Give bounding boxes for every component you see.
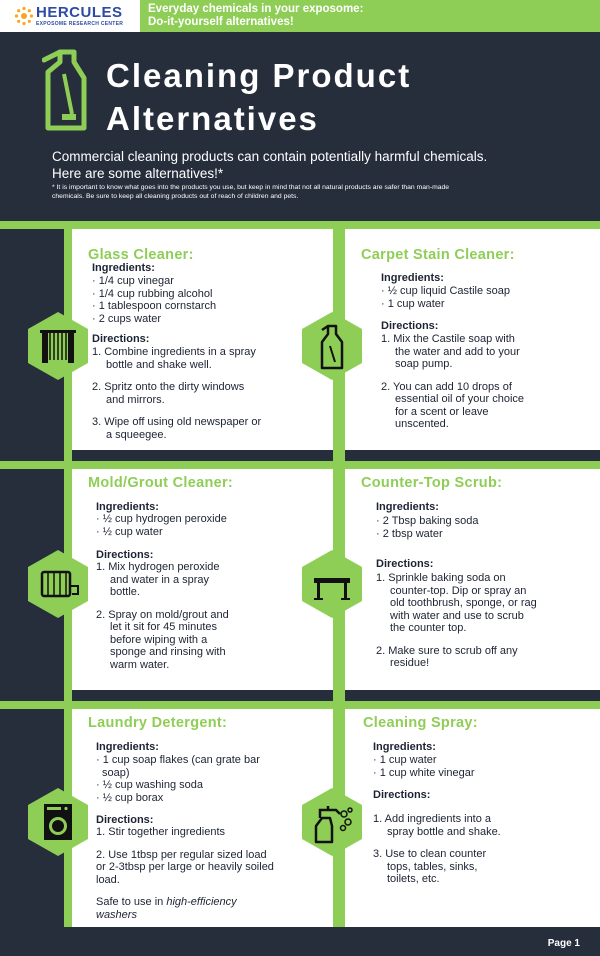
direction-step: soap pump. [395,358,453,370]
spray-bottle-icon [300,786,364,858]
tagline-box [140,0,600,32]
direction-step: unscented. [395,418,449,430]
direction-step: or 2-3tbsp per large or heavily soiled [96,861,274,873]
direction-step: counter-top. Dip or spray an [390,584,527,597]
ingredient: soap) [102,766,130,779]
direction-step: spray bottle and shake. [387,825,501,838]
intro-text [52,148,582,182]
ingredient: · ½ cup hydrogen peroxide [96,513,227,525]
direction-step: load. [96,873,120,886]
direction-step: 1. Mix hydrogen peroxide [96,561,220,573]
green-band-row-1 [0,221,600,229]
direction-step: 1. Add ingredients into a [373,813,492,825]
direction-step: a squeegee. [106,428,167,441]
direction-step: for a scent or leave [395,405,489,418]
ingredients-label: Ingredients: [96,741,159,753]
direction-step: and water in a spray [110,573,210,586]
ingredients-label: Ingredients: [373,741,436,753]
ingredient: · 1 cup water [373,754,437,766]
glass-cleaner-card [72,229,333,450]
ingredient: · ½ cup washing soda [96,779,204,791]
bathtub-icon [26,548,90,620]
direction-step: toilets, etc. [387,873,440,885]
directions-list [376,572,537,670]
ingredient: · 2 Tbsp baking soda [376,515,479,527]
logo-text: HERCULES [36,4,123,21]
direction-step: 3. Wipe off using old newspaper or [92,416,262,428]
hercules-logo [14,4,138,30]
green-band-row-2 [0,461,600,469]
card-title: Counter-Top Scrub: [361,475,503,491]
direction-step: residue! [390,657,430,669]
direction-step: 1. Mix the Castile soap with [381,333,515,345]
ingredient: · 1 tablespoon cornstarch [92,300,217,312]
tagline-line-1: Everyday chemicals in your exposome: [148,3,364,15]
title-line-1: Cleaning Product [106,57,412,94]
ingredients-label: Ingredients: [92,262,155,274]
card-title: Laundry Detergent: [88,715,228,731]
window-curtains-icon [26,310,90,382]
intro-line-1: Commercial cleaning products can contain potentially harmful chemicals. [52,149,488,164]
ingredient: · ½ cup borax [96,791,164,804]
directions-label: Directions: [381,320,439,332]
direction-step: essential oil of your choice [395,393,525,405]
ingredient: · 1 cup white vinegar [373,766,475,779]
green-band-row-3 [0,701,600,709]
direction-step: bottle. [110,586,140,598]
tagline-line-2: Do-it-yourself alternatives! [148,16,294,28]
logo-sunburst-icon [14,6,34,26]
directions-list [373,813,501,886]
directions-list [92,346,261,441]
directions-label: Directions: [96,549,154,561]
cleaner-bottle-icon [42,48,90,132]
ingredient: · 1 cup soap flakes (can grate bar [96,754,260,766]
ingredient-list [373,754,475,779]
washing-machine-icon [26,786,90,858]
directions-list [96,826,274,921]
card-title: Cleaning Spray: [363,715,478,731]
direction-step: washers [96,908,137,921]
page-number: Page 1 [547,938,580,949]
direction-step: 2. Make sure to scrub off any [376,644,518,657]
logo-subtext: EXPOSOME RESEARCH CENTER [36,21,124,27]
direction-step: 2. Spritz onto the dirty windows [92,381,245,393]
directions-list [96,561,229,671]
mold-grout-cleaner-card [72,469,333,690]
soap-pump-bottle-icon [300,310,364,382]
laundry-detergent-card [72,709,333,927]
direction-step: 2. Spray on mold/grout and [96,608,229,621]
ingredient: · 1/4 cup vinegar [92,275,174,287]
direction-step: 1. Combine ingredients in a spray [92,346,256,358]
note-line-1: * It is important to know what goes into the products you use, but keep in mind that not all natural products are safer than man-made [52,184,450,191]
direction-step: sponge and rinsing with [110,646,226,658]
direction-step: before wiping with a [110,633,208,646]
direction-step: 3. Use to clean counter [373,848,487,860]
direction-step: bottle and shake well. [106,358,212,371]
safety-note [52,184,582,201]
direction-step: the counter top. [390,622,467,634]
safety-emphasis: high-efficiency [166,896,237,908]
card-title: Carpet Stain Cleaner: [361,247,515,263]
direction-step: tops, tables, sinks, [387,860,478,873]
direction-step: 1. Sprinkle baking soda on [376,572,506,584]
ingredient-list [376,515,479,540]
ingredient: · 2 cups water [92,312,162,325]
direction-step: 2. Use 1tbsp per regular sized load [96,848,267,861]
table-icon [300,548,364,620]
direction-step: let it sit for 45 minutes [110,621,217,633]
ingredients-label: Ingredients: [96,501,159,513]
direction-step: with water and use to scrub [390,609,524,622]
ingredients-label: Ingredients: [381,272,444,284]
top-banner [0,0,600,32]
card-title: Glass Cleaner: [88,247,194,263]
ingredient: · 1/4 cup rubbing alcohol [92,287,213,300]
direction-step: and mirrors. [106,393,165,406]
ingredient: · 1 cup water [381,297,445,310]
intro-line-2: Here are some alternatives!* [52,166,224,181]
ingredient-list [96,754,260,804]
carpet-stain-cleaner-card [345,229,600,450]
safety-text: Safe to use in [96,896,164,908]
directions-label: Directions: [92,333,150,345]
ingredient-list [92,275,216,325]
directions-label: Directions: [96,814,154,826]
page-title [106,54,411,140]
direction-step: warm water. [110,658,170,671]
counter-top-scrub-card [345,469,600,690]
ingredients-label: Ingredients: [376,501,439,513]
safety-line [96,896,274,909]
ingredient: · ½ cup water [96,525,163,538]
ingredient-list [96,513,227,538]
cleaning-spray-card [345,709,600,927]
direction-step: 2. You can add 10 drops of [381,380,512,393]
ingredient: · ½ cup liquid Castile soap [381,285,511,297]
ingredient-list [381,285,510,310]
direction-step: 1. Stir together ingredients [96,826,226,838]
note-line-2: chemicals. Be sure to keep all cleaning products out of reach of children and pets. [52,192,299,200]
directions-label: Directions: [373,789,431,801]
ingredient: · 2 tbsp water [376,527,443,540]
directions-label: Directions: [376,558,434,570]
card-title: Mold/Grout Cleaner: [88,475,234,491]
title-line-2: Alternatives [106,100,319,137]
directions-list [381,333,524,431]
direction-step: old toothbrush, sponge, or rag [390,597,537,609]
direction-step: the water and add to your [395,345,520,358]
